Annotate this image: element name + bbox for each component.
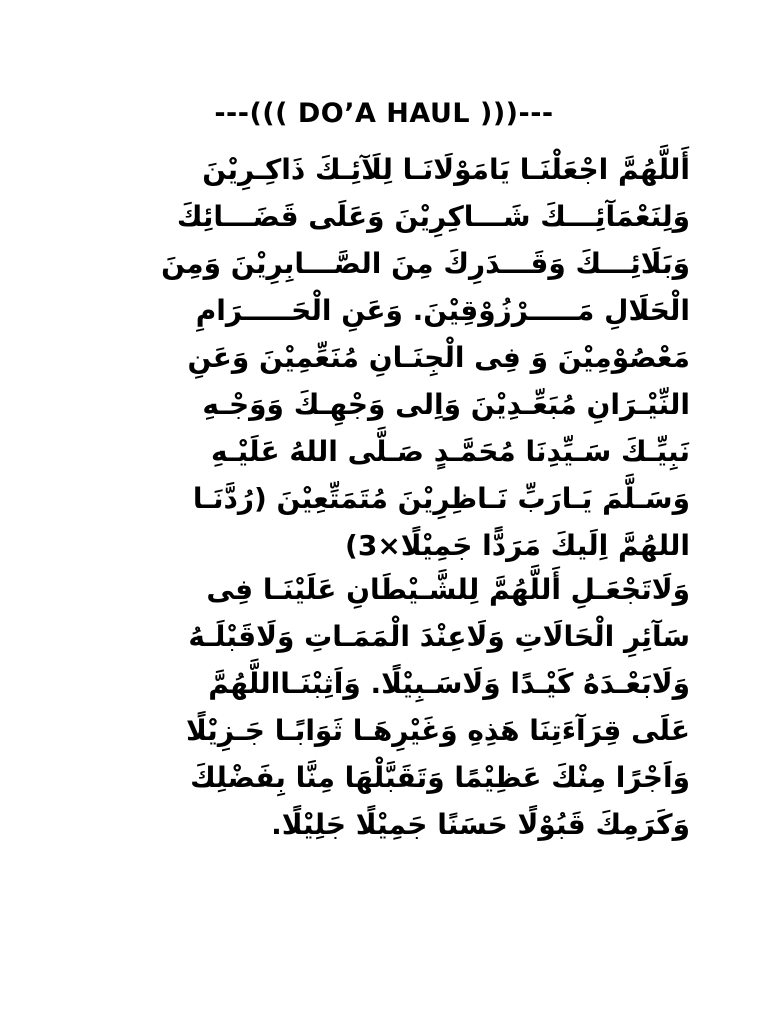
paragraph-line: وَلَاتَجْعَـلِ أَللَّهُمَّ لِلشَّـيْطَانِ عَلَيْنَـا فِى — [206, 573, 690, 606]
paragraph-line: وَبَلَائِـــكَ وَقَـــدَرِكَ مِنَ الصَّـــابِرِيْنَ وَمِنَ — [161, 247, 690, 280]
paragraph-line: النِّيْـرَانِ مُبَعِّـدِيْنَ وَاِلى وَجْهِـكَ وَوَجْـهِ — [202, 388, 690, 421]
paragraph-line: وَاَجْرًا مِنْكَ عَظِيْمًا وَتَقَبَّلْهَا مِنَّا بِفَضْلِكَ — [190, 761, 690, 794]
paragraph-line: وَسَـلَّمَ يَـارَبِّ نَـاظِرِيْنَ مُتَمَتِّعِيْنَ (رُدَّنَـا — [192, 482, 690, 515]
paragraph-line: الْحَلَالِ مَـــــرْزُوْقِيْنَ. وَعَنِ الْحَـــــرَامِ — [195, 294, 690, 327]
paragraph-line: اللهُمَّ اِلَيكَ مَرَدًّا جَمِيْلًا×3) — [345, 529, 690, 562]
paragraph-line: عَلَى قِرَآءَتِنَا هَذِهِ وَغَيْرِهَـا ثَوَابًـا جَـزِيْلًا — [186, 714, 690, 747]
doc-title: ---((( DO’A HAUL )))--- — [214, 98, 554, 129]
prayer-paragraph-1 — [78, 146, 690, 569]
paragraph-line: نَبِيِّـكَ سَـيِّدِنَا مُحَمَّـدٍ صَـلَّى اللهُ عَلَيْـهِ — [211, 435, 690, 468]
paragraph-line: سَآئِرِ الْحَالَاتِ وَلَاعِنْدَ الْمَمَـاتِ وَلَاقَبْلَـهُ — [188, 620, 690, 653]
prayer-paragraph-2 — [78, 566, 690, 848]
paragraph-line: وَلَابَعْـدَهُ كَيْـدًا وَلَاسَـبِيْلًا. وَاَثِبْنَـااللَّهُمَّ — [208, 667, 690, 700]
paragraph-line: وَلِنَعْمَآئِـــكَ شَـــاكِرِيْنَ وَعَلَى قَضَـــائِكَ — [176, 200, 690, 233]
paragraph-line: أَللَّهُمَّ اجْعَلْنَـا يَامَوْلَانَـا لِلَآئِـكَ ذَاكِـرِيْنَ — [202, 153, 690, 186]
paragraph-line: وَكَرَمِكَ قَبُوْلًا حَسَنًا جَمِيْلًا جَلِيْلًا. — [271, 808, 690, 841]
paragraph-line: مَعْصُوْمِيْنَ وَ فِى الْجِنَـانِ مُنَعِّمِيْنَ وَعَنِ — [187, 341, 690, 374]
